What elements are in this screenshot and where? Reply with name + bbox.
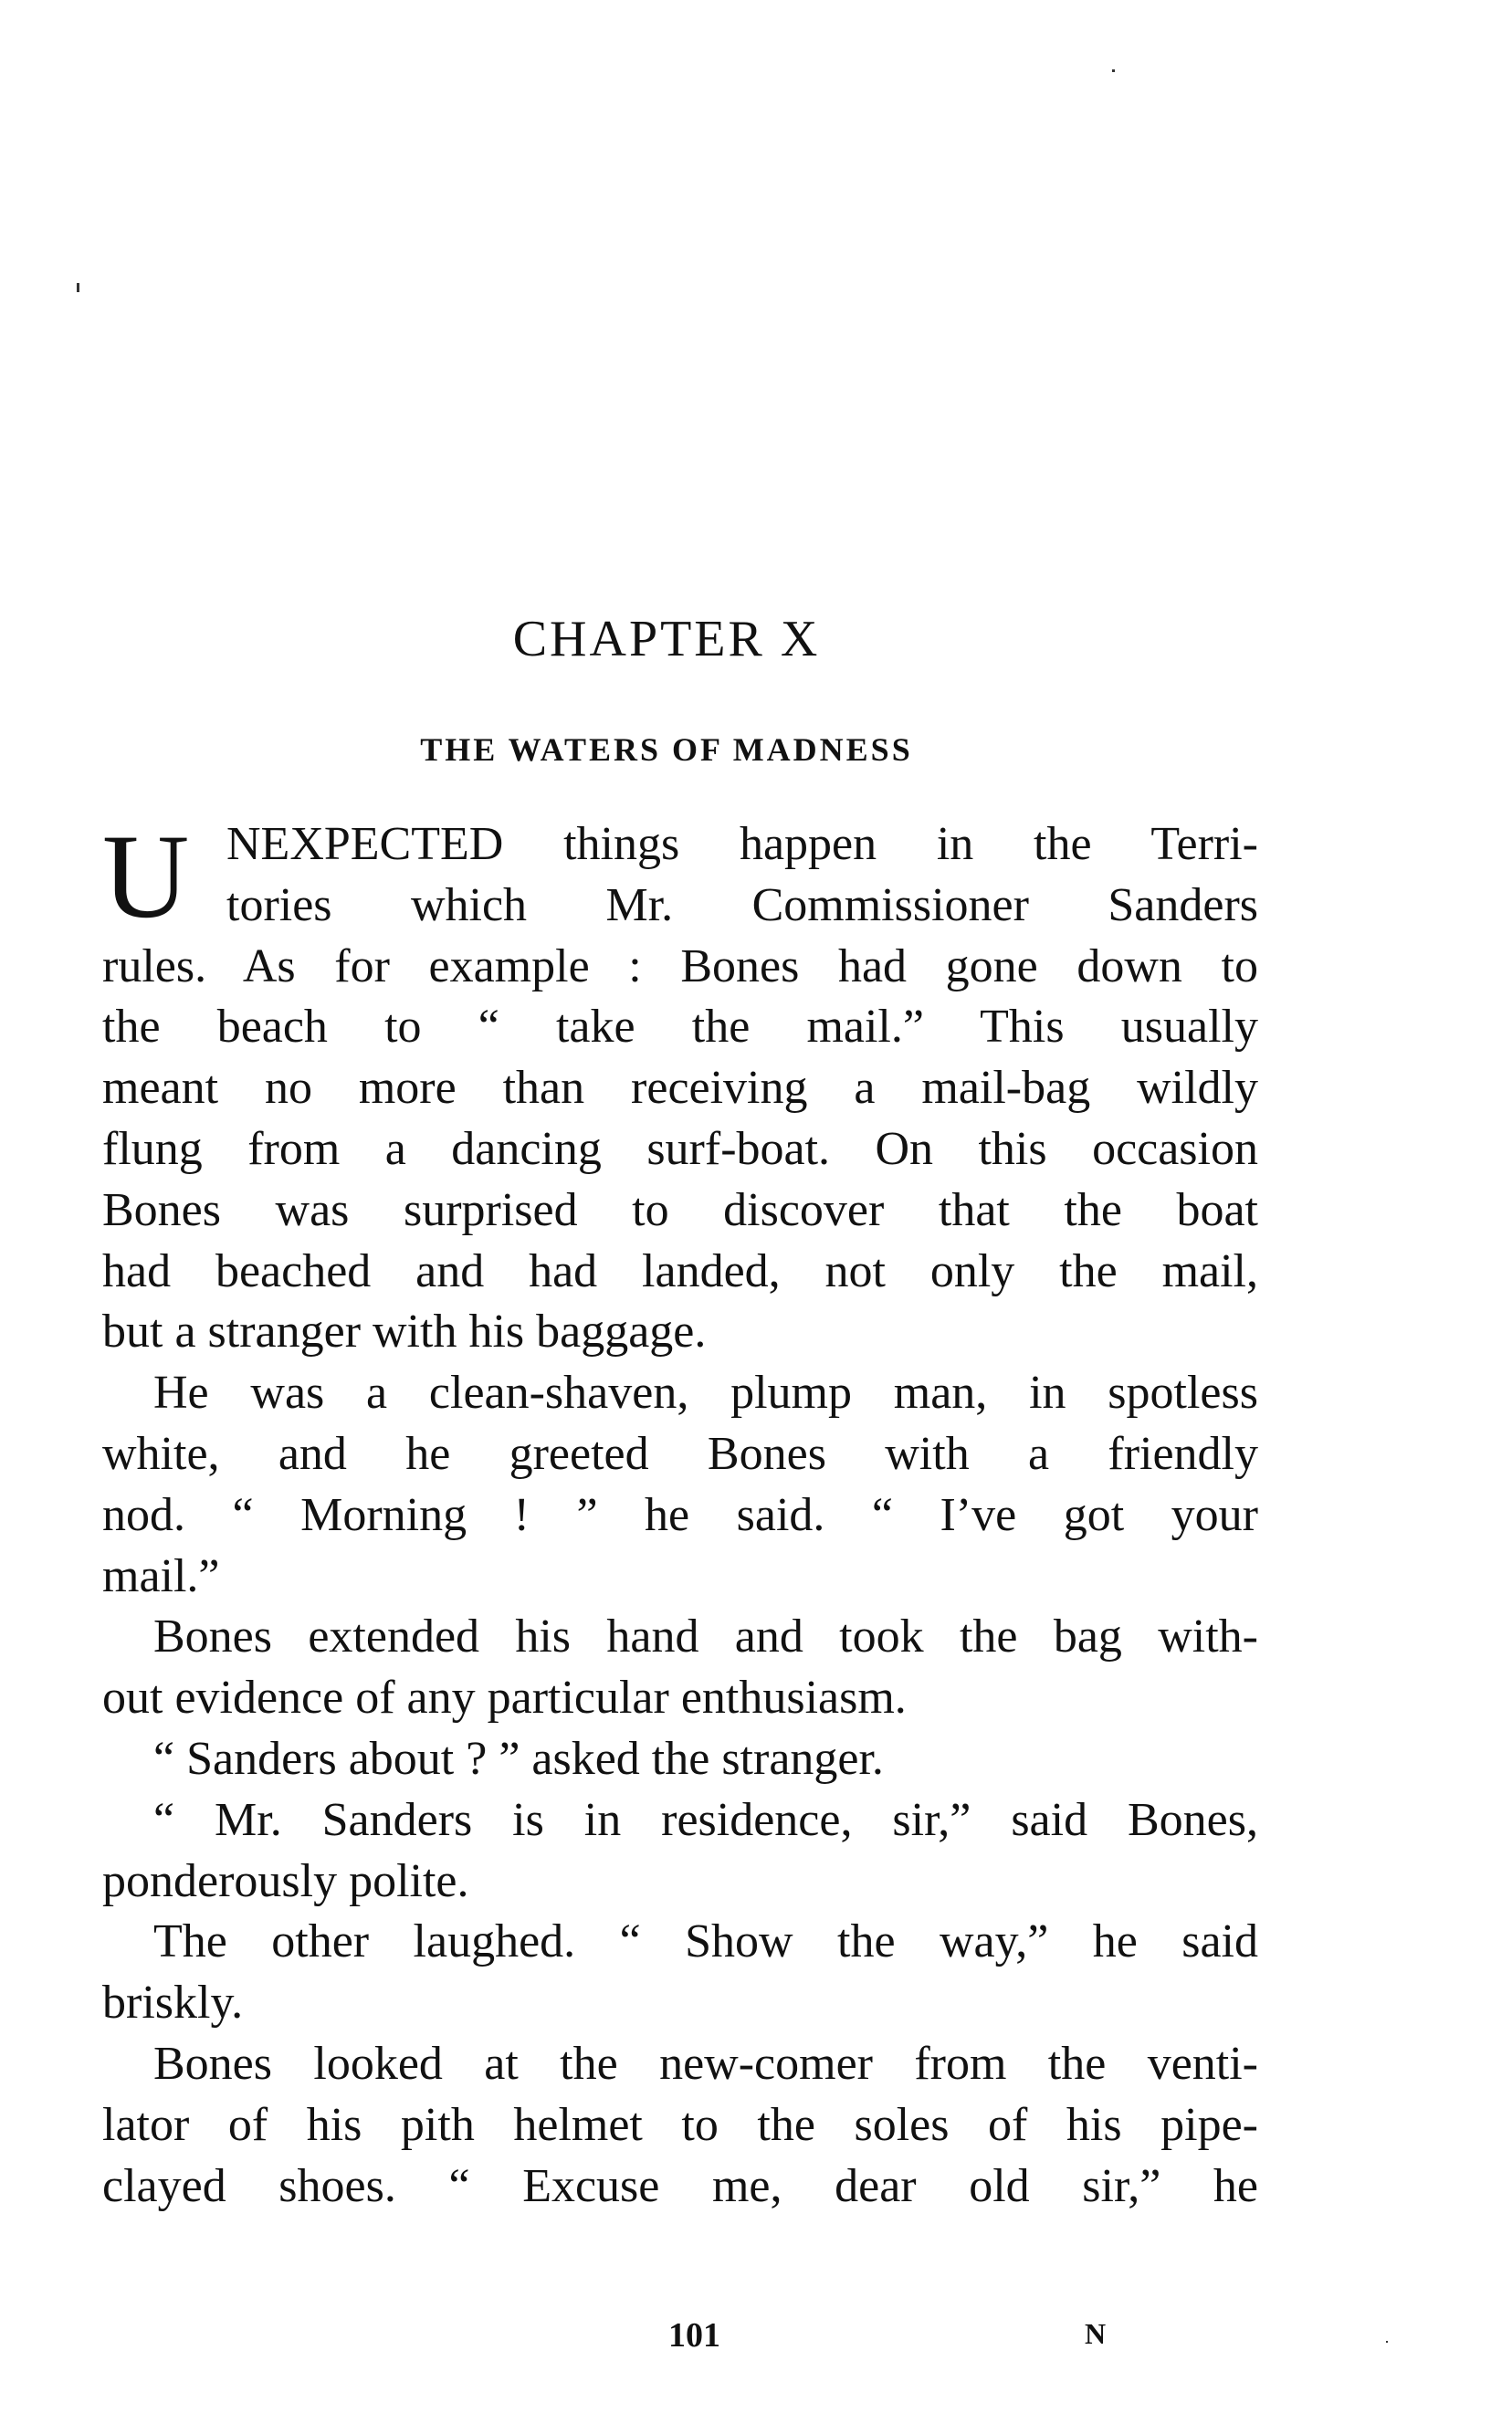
text-line: meant no more than receiving a mail-bag wildly bbox=[102, 1062, 1258, 1115]
text-line: white, and he greeted Bones with a friendly bbox=[102, 1427, 1258, 1480]
text-line: ponderously polite. bbox=[102, 1854, 469, 1907]
text-line: rules. As for example : Bones had gone down to bbox=[102, 939, 1258, 992]
text-line: lator of his pith helmet to the soles of his pipe- bbox=[102, 2098, 1258, 2151]
chapter-title: CHAPTER X bbox=[512, 611, 821, 667]
text-line: briskly. bbox=[102, 1977, 244, 2030]
text-line: NEXPECTED things happen in the Terri- bbox=[226, 818, 1258, 870]
page-number: 101 bbox=[668, 2316, 720, 2355]
speck-mark bbox=[77, 283, 79, 292]
text-line: Bones extended his hand and took the bag with- bbox=[153, 1610, 1258, 1663]
speck-mark bbox=[1386, 2341, 1388, 2343]
text-line: The other laughed. “ Show the way,” he said bbox=[153, 1915, 1258, 1968]
speck-mark bbox=[1112, 69, 1115, 72]
text-line: mail.” bbox=[102, 1549, 220, 1602]
text-line: but a stranger with his baggage. bbox=[102, 1306, 707, 1359]
text-line: clayed shoes. “ Excuse me, dear old sir,” he bbox=[102, 2159, 1258, 2212]
text-line: the beach to “ take the mail.” This usually bbox=[102, 1001, 1258, 1054]
chapter-subtitle: THE WATERS OF MADNESS bbox=[420, 731, 913, 768]
text-line: He was a clean-shaven, plump man, in spotless bbox=[153, 1367, 1258, 1420]
text-line: Bones was surprised to discover that the boat bbox=[102, 1183, 1258, 1236]
signature-mark: N bbox=[1085, 2317, 1107, 2350]
text-line: had beached and had landed, not only the mail, bbox=[102, 1244, 1258, 1297]
chapter-body bbox=[102, 809, 1258, 2217]
text-line: out evidence of any particular enthusiasm. bbox=[102, 1672, 907, 1725]
text-line: “ Sanders about ? ” asked the stranger. bbox=[153, 1732, 884, 1785]
text-line: tories which Mr. Commissioner Sanders bbox=[226, 878, 1258, 931]
text-line: flung from a dancing surf-boat. On this occasion bbox=[102, 1122, 1258, 1175]
text-line: “ Mr. Sanders is in residence, sir,” said Bones, bbox=[153, 1793, 1258, 1846]
text-line: Bones looked at the new-comer from the venti- bbox=[153, 2037, 1258, 2090]
text-line: nod. “ Morning ! ” he said. “ I’ve got your bbox=[102, 1488, 1258, 1541]
drop-cap: U bbox=[102, 809, 190, 943]
